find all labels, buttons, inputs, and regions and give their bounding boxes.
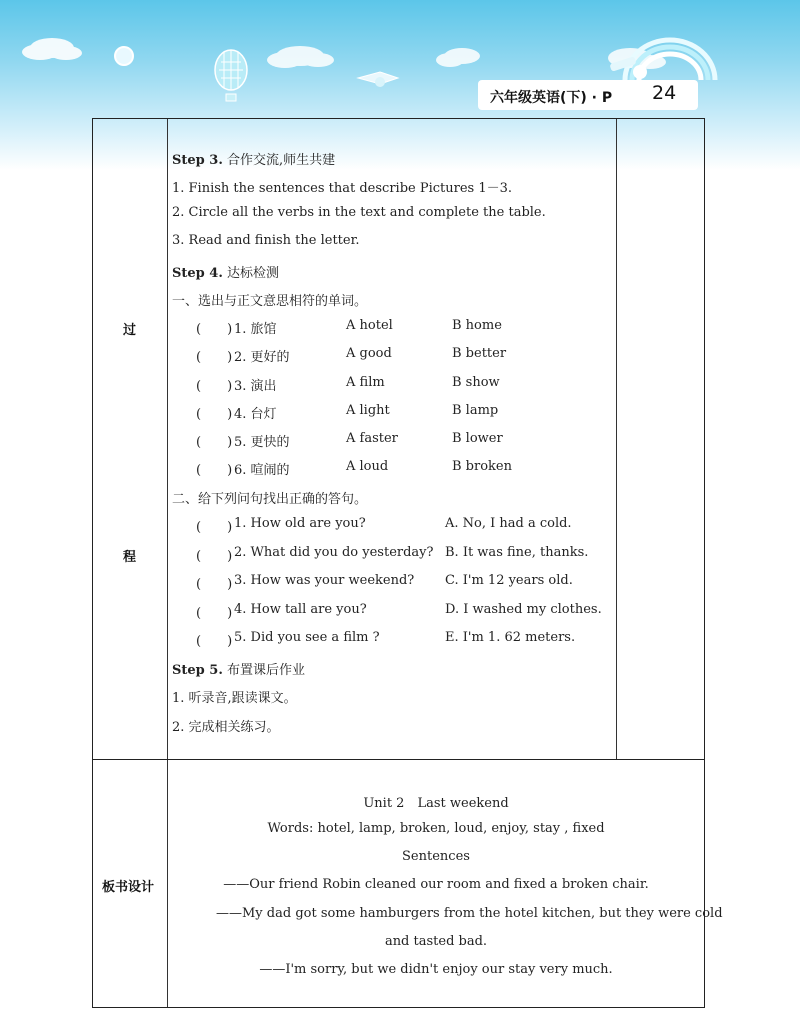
step4-heading: [172, 262, 279, 281]
answer: B. It was fine, thanks.: [445, 545, 589, 560]
option-b: B lower: [452, 431, 503, 446]
side-label-process-1: 过: [123, 323, 137, 338]
step5-title-cn: 布置课后作业: [227, 663, 306, 678]
header-title: 六年级英语(下) · P: [490, 90, 613, 106]
column-divider: [616, 119, 617, 759]
answer-bracket[interactable]: ( ): [196, 520, 233, 535]
board-sentence: ——My dad got some hamburgers from the hotel kitchen, but they were cold: [216, 906, 723, 921]
step5-item: 1. 听录音,跟读课文。: [172, 691, 297, 706]
part1-word: 6. 喧闹的: [234, 463, 290, 478]
answer-bracket[interactable]: ( ): [196, 606, 233, 621]
option-b: B broken: [452, 459, 512, 474]
step3-item: 3. Read and finish the letter.: [172, 233, 360, 248]
answer-bracket[interactable]: ( ): [196, 350, 233, 365]
answer: C. I'm 12 years old.: [445, 573, 573, 588]
part1-word: 1. 旅馆: [234, 322, 277, 337]
step3-title-cn: 合作交流,师生共建: [227, 153, 336, 168]
board-unit-title: Unit 2 Last weekend: [363, 796, 509, 811]
answer-bracket[interactable]: ( ): [196, 463, 233, 478]
board-words: Words: hotel, lamp, broken, loud, enjoy, stay , fixed: [267, 821, 605, 836]
question: 5. Did you see a film ?: [234, 630, 380, 645]
part1-word: 5. 更快的: [234, 435, 290, 450]
answer-bracket[interactable]: ( ): [196, 379, 233, 394]
option-a: A loud: [346, 459, 389, 474]
answer-bracket[interactable]: ( ): [196, 407, 233, 422]
side-label-process-2: 程: [123, 550, 137, 565]
answer: E. I'm 1. 62 meters.: [445, 630, 576, 645]
step4-title: Step 4.: [172, 266, 223, 281]
answer-bracket[interactable]: ( ): [196, 634, 233, 649]
page-number: 24: [652, 82, 677, 104]
option-a: A light: [346, 403, 390, 418]
hot-air-balloon-icon: [215, 50, 247, 101]
step5-item: 2. 完成相关练习。: [172, 720, 280, 735]
step5-heading: [172, 659, 305, 678]
option-a: A faster: [346, 431, 398, 446]
board-sentence-continued: and tasted bad.: [384, 934, 488, 949]
cloud-icon: [436, 48, 480, 67]
option-b: B lamp: [452, 403, 499, 418]
answer-bracket[interactable]: ( ): [196, 435, 233, 450]
step3-item: 1. Finish the sentences that describe Pictures 1－3.: [172, 181, 513, 196]
answer-bracket[interactable]: ( ): [196, 549, 233, 564]
answer: A. No, I had a cold.: [445, 516, 572, 531]
step3-heading: [172, 149, 335, 168]
glider-icon: [358, 72, 398, 87]
option-b: B better: [452, 346, 507, 361]
cloud-icon: [22, 38, 82, 60]
board-sentence: ——Our friend Robin cleaned our room and fixed a broken chair.: [223, 877, 649, 892]
answer-bracket[interactable]: ( ): [196, 322, 233, 337]
question: 1. How old are you?: [234, 516, 366, 531]
answer: D. I washed my clothes.: [445, 602, 602, 617]
option-a: A hotel: [346, 318, 393, 333]
step3-title: Step 3.: [172, 153, 223, 168]
question: 2. What did you do yesterday?: [234, 545, 434, 560]
side-label-board-design: 板书设计: [102, 880, 155, 895]
sun-icon: [115, 47, 133, 65]
answer-bracket[interactable]: ( ): [196, 577, 233, 592]
cloud-icon: [267, 46, 334, 68]
option-a: A film: [346, 375, 385, 390]
part1-instruction: 一、选出与正文意思相符的单词。: [172, 294, 368, 309]
option-a: A good: [346, 346, 392, 361]
board-sentence: ——I'm sorry, but we didn't enjoy our stay very much.: [259, 962, 613, 977]
lesson-table: [92, 118, 723, 1008]
step4-title-cn: 达标检测: [227, 266, 280, 281]
part1-word: 3. 演出: [234, 379, 277, 394]
step3-item: 2. Circle all the verbs in the text and complete the table.: [172, 205, 546, 220]
part1-word: 2. 更好的: [234, 350, 290, 365]
question: 4. How tall are you?: [234, 602, 367, 617]
option-b: B show: [452, 375, 500, 390]
step5-title: Step 5.: [172, 663, 223, 678]
column-divider: [167, 119, 168, 1007]
row-divider: [93, 759, 704, 760]
board-sentences-label: Sentences: [402, 849, 470, 864]
option-b: B home: [452, 318, 502, 333]
question: 3. How was your weekend?: [234, 573, 415, 588]
part1-word: 4. 台灯: [234, 407, 277, 422]
part2-instruction: 二、给下列问句找出正确的答句。: [172, 492, 368, 507]
